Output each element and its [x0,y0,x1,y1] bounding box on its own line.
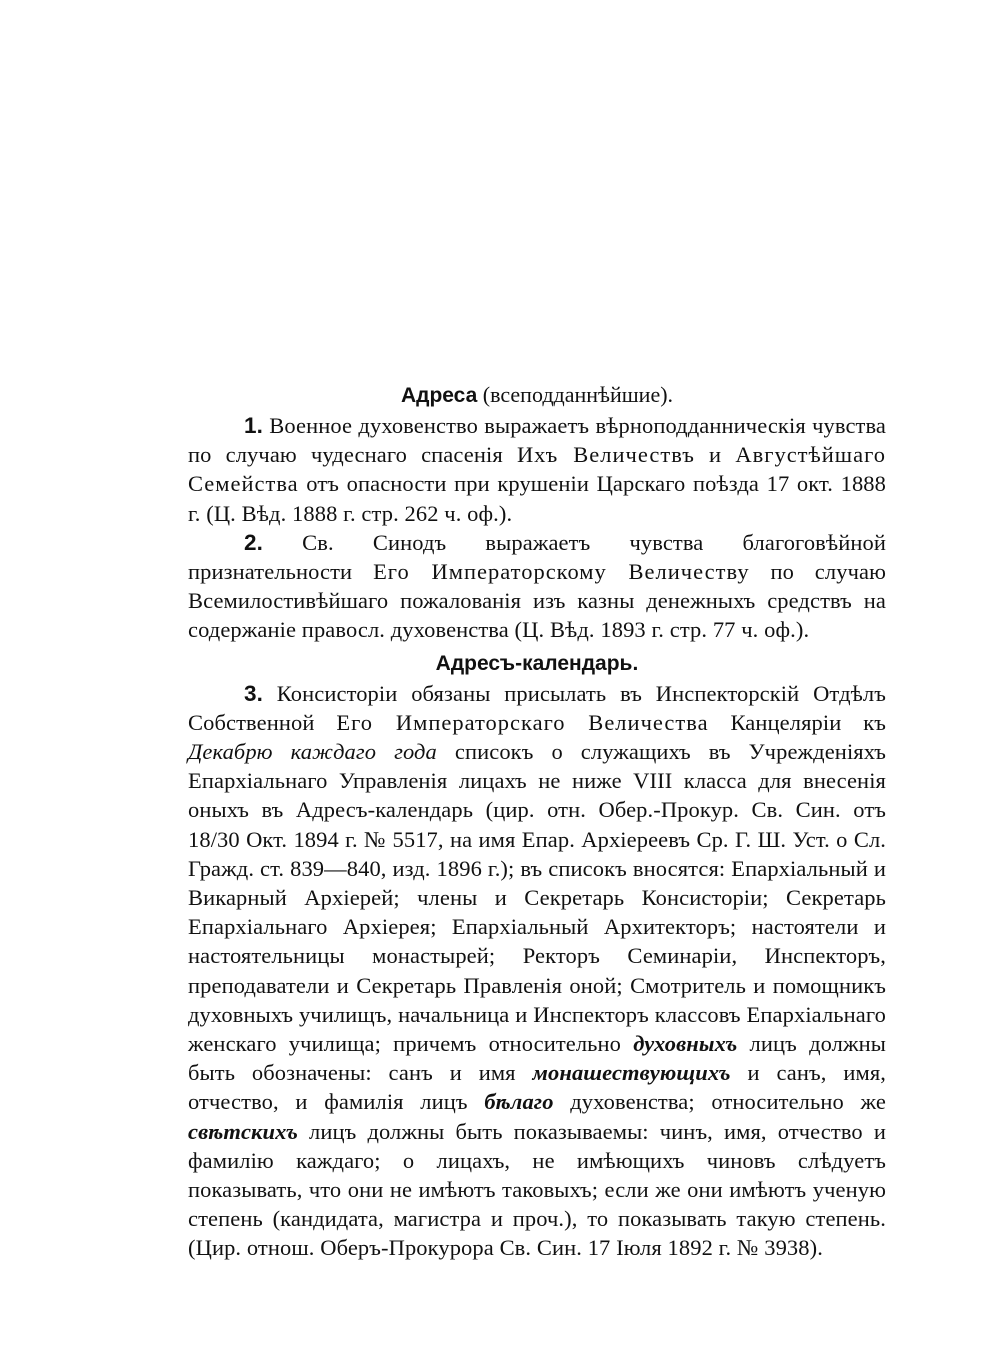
paragraph-text-spaced: Августѣйшаго Семейства [188,442,887,497]
paragraph-text: и санъ, имя, отчество, и фамилія лицъ [188,1060,886,1115]
paragraph-text: лицъ должны быть обозначены: санъ и имя [188,1031,886,1086]
heading-subtitle: (всеподданнѣйшие). [482,382,674,407]
paragraph-text-spaced: Его Императорскому Величеству [373,559,750,585]
paragraph-text: лицъ должны быть показываемы: чинъ, имя, отчество и фамилію каждаго; о лицахъ, не имѣющихъ чиновъ слѣдуетъ показывать, что они не имѣютъ таковыхъ; если же они имѣютъ ученую степень (кандидата, магистра и проч.), то показывать такую степень. (Цир. отнош. Оберъ-Прокурора Св. Син. 17 Іюля 1892 г. № 3938). [188,1118,886,1261]
paragraph-text: духовенства; относительно же [553,1089,886,1115]
paragraph-text: списокъ о служащихъ въ Учрежденіяхъ Епархіальнаго Управленія лицахъ не ниже VIII класса для внесенія оныхъ въ Адресъ-календарь (цир. отн. Обер.-Прокур. Св. Син. отъ 18/30 Окт. 1894 г. № 5517, на имя Епар. Архіереевъ Ср. Г. Ш. Уст. о Сл. Гражд. ст. 839—840, изд. 1896 г.); въ списокъ вносятся: Епархіальный и Викарный Архіерей; члены и Секретарь Консисторіи; Секретарь Епархіальнаго Архіерея; Епархіальный Архитекторъ; настоятели и настоятельницы монастырей; Ректоръ Семинаріи, Инспекторъ, преподаватели и Секретарь Правленія оной; Смотритель и помощникъ духовныхъ училищъ, начальница и Инспекторъ классовъ Епархіальнаго женскаго училища; причемъ относительно [188,739,886,1057]
heading-title: Адреса [400,384,478,407]
paragraph-text: по случаю Всемилостивѣйшаго пожалованія изъ казны денежныхъ средствъ на содержаніе правосл. духовенства (Ц. Вѣд. 1893 г. стр. 77 ч. оф.). [188,559,886,643]
section-heading-address-calendar: Адресъ-календарь. [435,651,639,675]
paragraph-text: Военное духовенство выражаетъ вѣрноподданническія чувства по случаю чудеснаго спасенія [188,413,886,468]
paragraph-text-emphasis: монашествующихъ [532,1060,731,1086]
paragraph-text-emphasis: бѣлаго [484,1089,554,1115]
paragraph-text-spaced: Ихъ Величествъ [516,442,695,468]
section-heading-addresses [188,380,886,411]
paragraph-text: отъ опасности при крушеніи Царскаго поѣзда 17 окт. 1888 г. (Ц. Вѣд. 1888 г. стр. 262 ч. оф.). [188,471,886,526]
paragraph-text: Св. Синодъ выражаетъ чувства благоговѣйной признательности [188,529,886,585]
document-page [188,380,886,1263]
paragraph-1 [188,411,886,528]
paragraph-3 [188,679,886,1263]
paragraph-number: 3. [244,680,263,706]
paragraph-text-italic: Декабрю каждаго года [188,739,437,765]
paragraph-text: Канцеляріи къ [708,709,887,735]
paragraph-2 [188,528,886,645]
paragraph-text: и [694,442,736,468]
paragraph-text-spaced: Его Императорскаго Величества [336,709,709,735]
paragraph-text: Консисторіи обязаны присылать въ Инспекторскій Отдѣлъ Собственной [188,680,886,735]
paragraph-text-emphasis: свѣтскихъ [188,1118,298,1144]
paragraph-number: 2. [244,529,263,555]
paragraph-number: 1. [244,413,263,438]
paragraph-text-emphasis: духовныхъ [633,1031,738,1057]
